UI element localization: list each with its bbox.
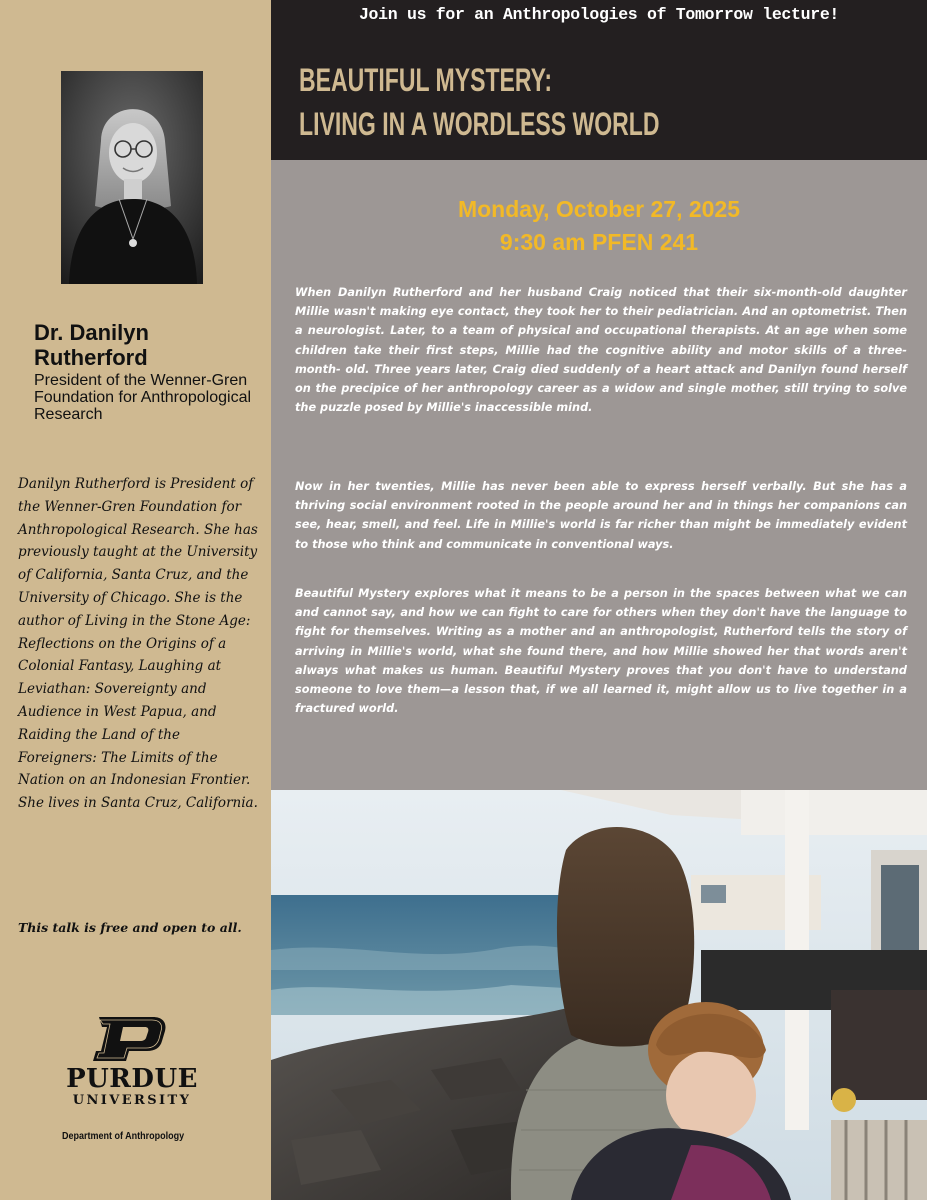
description-paragraph: Now in her twenties, Millie has never been able to express herself verbally. But she has a thriving social environment rooted in the people around her and in things her companions can see, hear, smell, and feel. Life in Millie's world is far richer than might be immediately evident to those who think and communicate in conventional ways.: [295, 480, 907, 551]
event-header: [271, 0, 927, 160]
speaker-name: Dr. Danilyn Rutherford: [34, 320, 149, 370]
purdue-p-logo-icon: [93, 1017, 167, 1061]
speaker-sidebar: [0, 0, 271, 1200]
lecture-tagline: Join us for an Anthropologies of Tomorrow lecture!: [358, 5, 840, 24]
lecture-title-line-1: BEAUTIFUL MYSTERY:: [299, 62, 553, 98]
speaker-bio: Danilyn Rutherford is President of the Wenner-Gren Foundation for Anthropological Research. She has previously taught at the University of California, Santa Cruz, and the University of Chicago. She is the author of Living in the Stone Age: Reflections on the Origins of a Colonial Fantasy, Laughing at Leviathan: Sovereignty and Audience in West Papua, and Raiding the Land of the Foreigners: The Limits of the Nation on an Indonesian Frontier. She lives in Santa Cruz, California.: [18, 476, 258, 812]
speaker-portrait: [61, 71, 203, 284]
description-paragraph: When Danilyn Rutherford and her husband Craig noticed that their six-month-old daughter Millie wasn't making eye contact, they took her to their pediatrician. And an optometrist. Then a neurologist. Later, to a team of physical and occupational therapists. At an age when some children take their first steps, Millie had the cognitive ability and motor skills of a three-month- old. Three years later, Craig died suddenly of a heart attack and Danilyn found herself on the precipice of her anthropology career as a widow and single mother, still trying to solve the puzzle posed by Millie's inaccessible mind.: [295, 286, 907, 415]
event-time-location: 9:30 am PFEN 241: [499, 229, 699, 255]
event-date: Monday, October 27, 2025: [457, 196, 741, 222]
department-name: Department of Anthropology: [62, 1131, 185, 1142]
portrait-image: [61, 71, 203, 284]
description-panel: [271, 160, 927, 790]
free-admission-note: This talk is free and open to all.: [18, 920, 242, 935]
speaker-title: President of the Wenner-Gren Foundation for Anthropological Research: [34, 372, 252, 423]
lecture-title-line-2: LIVING IN A WORDLESS WORLD: [299, 106, 660, 142]
photo-image: [271, 790, 927, 1200]
purdue-wordmark: PURDUE: [66, 1064, 198, 1094]
event-photo: [271, 790, 927, 1200]
description-paragraph: Beautiful Mystery explores what it means to be a person in the spaces between what we can and cannot say, and how we can fight to care for others when they don't have the language to fight for themselves. Writing as a mother and an anthropologist, Rutherford tells the story of arriving in Millie's world, what she found there, and how Millie showed her that words aren't always what makes us human. Beautiful Mystery proves that you don't have to understand someone to love them—a lesson that, if we all learned it, might allow us to live together in a fractured world.: [295, 587, 907, 716]
university-wordmark: UNIVERSITY: [72, 1093, 192, 1108]
